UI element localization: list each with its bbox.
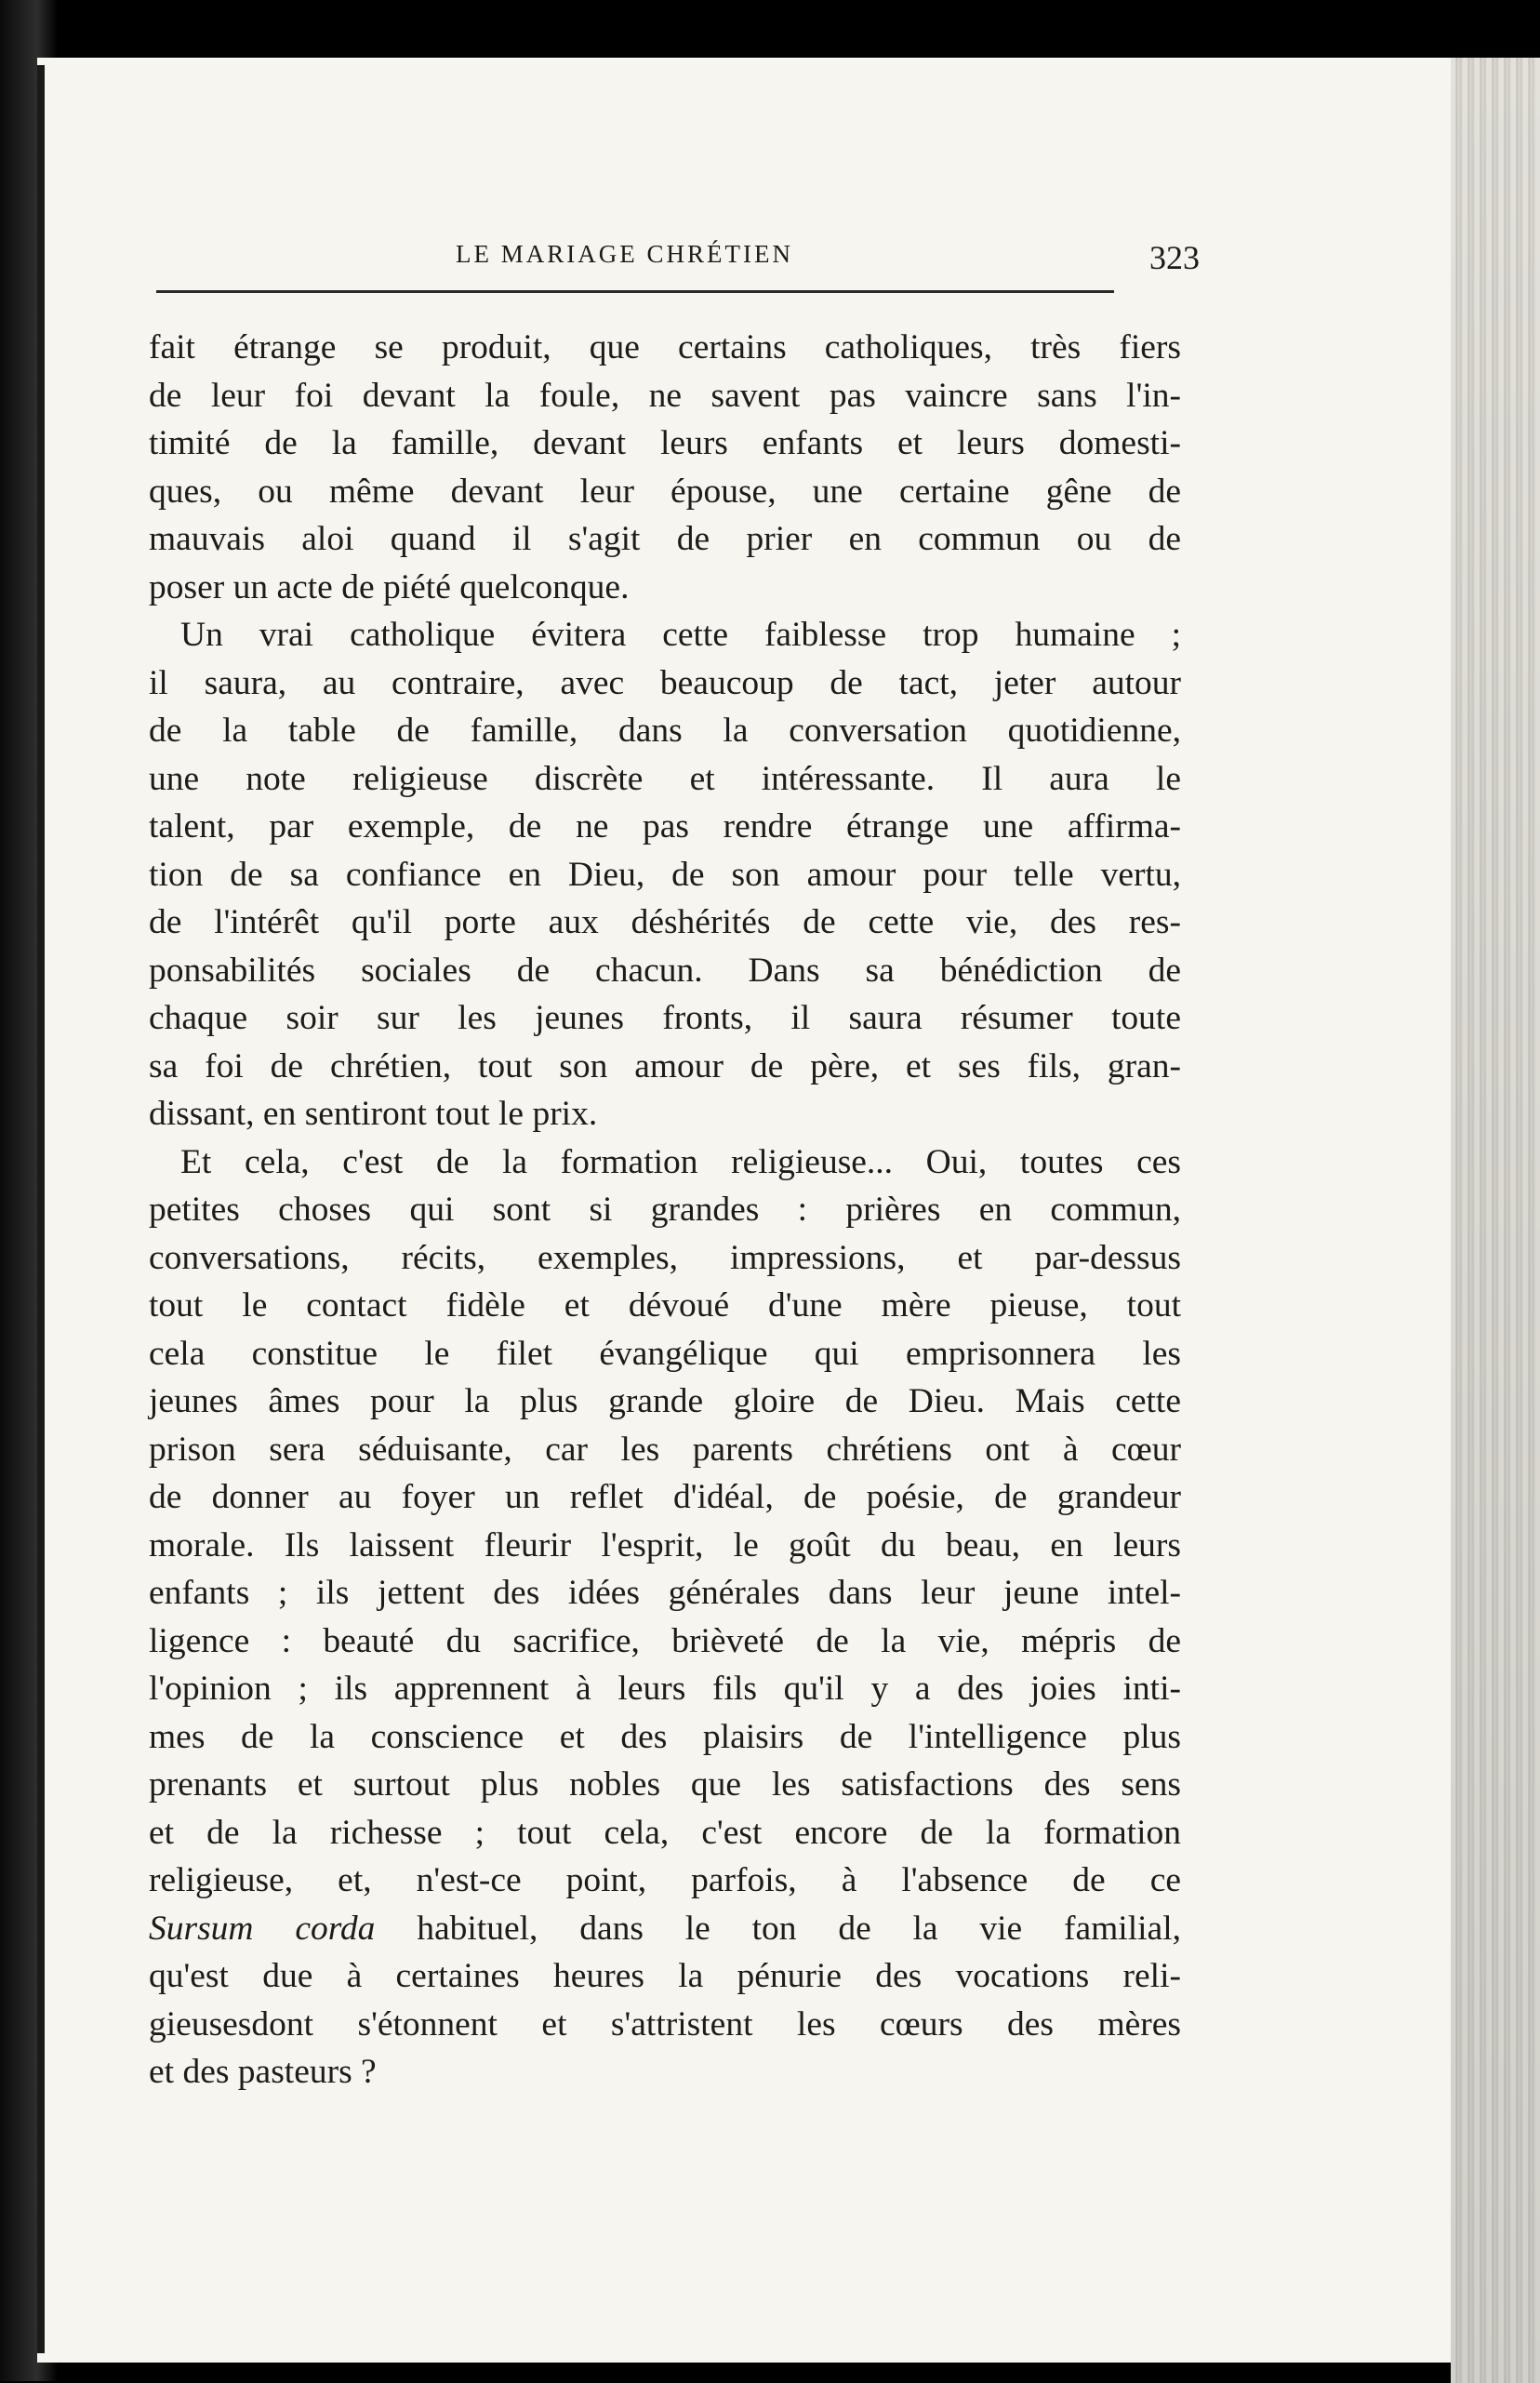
- text-line: fait étrange se produit, que certains catholiques, très fiers: [149, 328, 1181, 366]
- text-line: Et cela, c'est de la formation religieuse... Oui, toutes ces: [180, 1142, 1181, 1181]
- text-line: chaque soir sur les jeunes fronts, il saura résumer toute: [149, 999, 1181, 1037]
- text-line: prenants et surtout plus nobles que les satisfactions des sens: [149, 1765, 1181, 1804]
- body-text: [149, 324, 1181, 2097]
- paragraph-1: [149, 324, 1181, 611]
- text-line: tout le contact fidèle et dévoué d'une mère pieuse, tout: [149, 1286, 1181, 1325]
- page-stack-shade: [1451, 58, 1540, 2383]
- text-line: ligence : beauté du sacrifice, brièveté de la vie, mépris de: [149, 1621, 1181, 1660]
- text-line: de leur foi devant la foule, ne savent pas vaincre sans l'in-: [149, 376, 1181, 415]
- text-line: ponsabilités sociales de chacun. Dans sa bénédiction de: [149, 951, 1181, 990]
- text-line: sa foi de chrétien, tout son amour de père, et ses fils, gran-: [149, 1046, 1181, 1085]
- text-line-with-italic: [149, 1905, 1181, 1953]
- text-line: de l'intérêt qu'il porte aux déshérités de cette vie, des res-: [149, 903, 1181, 941]
- header-rule: [156, 290, 1114, 293]
- text-line: ques, ou même devant leur épouse, une certaine gêne de: [149, 472, 1181, 511]
- text-line: il saura, au contraire, avec beaucoup de tact, jeter autour: [149, 663, 1181, 702]
- text-line: poser un acte de piété quelconque.: [149, 567, 630, 606]
- text-line: gieusesdont s'étonnent et s'attristent les cœurs des mères: [149, 2004, 1181, 2044]
- text-line: Un vrai catholique évitera cette faiblesse trop humaine ;: [180, 616, 1181, 654]
- text-line: religieuse, et, n'est-ce point, parfois, à l'absence de ce: [149, 1861, 1181, 1899]
- text-line: cela constitue le filet évangélique qui emprisonnera les: [149, 1334, 1181, 1373]
- text-line: et de la richesse ; tout cela, c'est encore de la formation: [149, 1813, 1181, 1852]
- text-line: mes de la conscience et des plaisirs de l'intelligence plus: [149, 1717, 1181, 1756]
- running-header: [158, 231, 1200, 286]
- text-line: enfants ; ils jettent des idées générales dans leur jeune intel-: [149, 1574, 1181, 1612]
- text-line: de donner au foyer un reflet d'idéal, de poésie, de grandeur: [149, 1478, 1181, 1516]
- text-line: conversations, récits, exemples, impressions, et par-dessus: [149, 1238, 1181, 1277]
- text-line: dissant, en sentiront tout le prix.: [149, 1095, 598, 1133]
- paragraph-3: [149, 1138, 1181, 2097]
- text-line: et des pasteurs ?: [149, 2053, 377, 2091]
- page-number: 323: [1149, 239, 1200, 276]
- text-line: qu'est due à certaines heures la pénurie des vocations reli-: [149, 1957, 1181, 1995]
- text-line: mauvais aloi quand il s'agit de prier en commun ou de: [149, 520, 1181, 558]
- text-line: jeunes âmes pour la plus grande gloire de Dieu. Mais cette: [149, 1382, 1181, 1420]
- text-line-rest: habituel, dans le ton de la vie familial,: [375, 1909, 1181, 1948]
- text-line: de la table de famille, dans la conversation quotidienne,: [149, 712, 1181, 750]
- text-line: petites choses qui sont si grandes : prières en commun,: [149, 1191, 1181, 1229]
- text-line: prison sera séduisante, car les parents chrétiens ont à cœur: [149, 1430, 1181, 1469]
- text-line: une note religieuse discrète et intéressante. Il aura le: [149, 759, 1181, 798]
- text-line: talent, par exemple, de ne pas rendre étrange une affirma-: [149, 807, 1181, 845]
- page-binding-edge: [37, 65, 45, 2353]
- text-line: tion de sa confiance en Dieu, de son amour pour telle vertu,: [149, 855, 1181, 894]
- paragraph-2: [149, 611, 1181, 1138]
- italic-phrase: Sursum corda: [149, 1909, 376, 1948]
- text-line: l'opinion ; ils apprennent à leurs fils qu'il y a des joies inti-: [149, 1670, 1181, 1708]
- text-line: timité de la famille, devant leurs enfants et leurs domesti-: [149, 424, 1181, 462]
- text-line: morale. Ils laissent fleurir l'esprit, le goût du beau, en leurs: [149, 1525, 1181, 1564]
- running-title: LE MARIAGE CHRÉTIEN: [456, 240, 793, 268]
